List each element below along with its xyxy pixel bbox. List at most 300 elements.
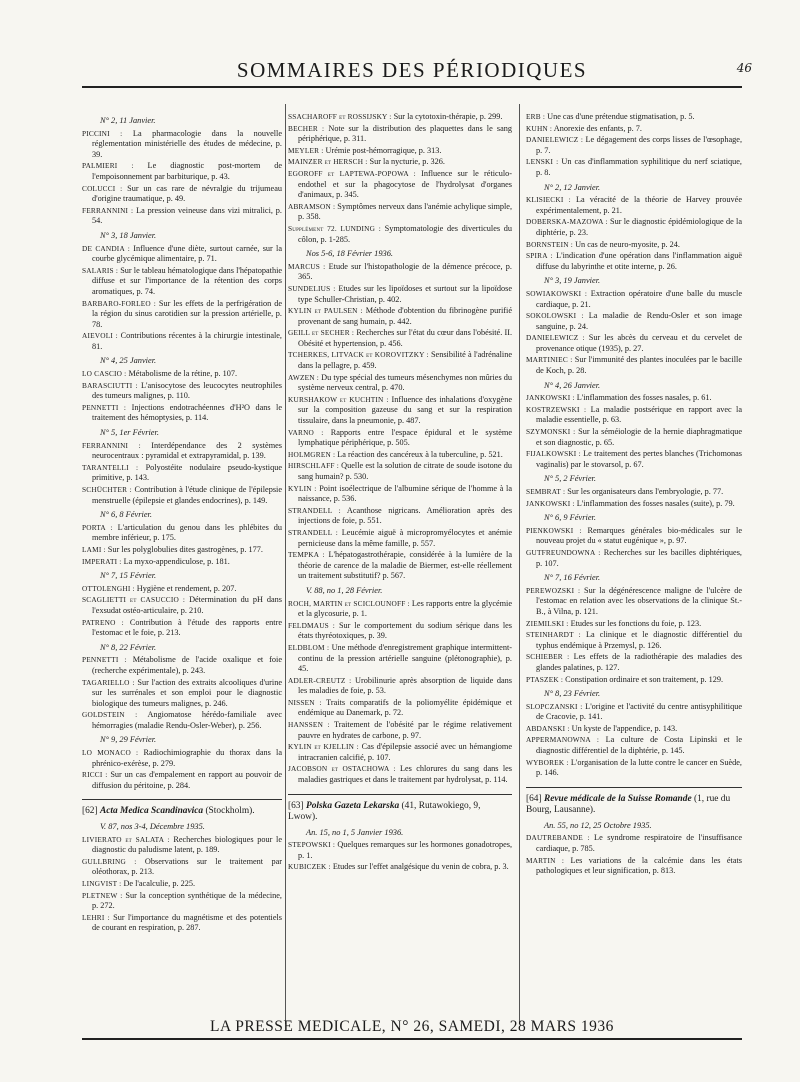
article-entry [526, 333, 742, 354]
article-title: Méthode d'obtention du fibrinogène purifié provenant de sang humain, p. 442. [298, 306, 513, 326]
article-entry [82, 381, 282, 402]
article-title: Polyostéite nodulaire pseudo-kystique primitive, p. 143. [92, 462, 283, 483]
article-title: Constipation ordinaire et son traitement, p. 129. [565, 674, 724, 684]
article-entry [526, 251, 742, 272]
article-entry [288, 742, 512, 763]
article-title: La clinique et le diagnostic différentiel du typhus endémique à Przemysl, p. 126. [536, 630, 743, 650]
article-entry [526, 630, 742, 651]
article-entry [82, 331, 282, 352]
article-title: Interdépendance des 2 systèmes neurocentraux : pyramidal et extrapyramidal, p. 139. [92, 440, 282, 461]
article-author: TCHERKES, LITVACK et KOROVITZKY : [288, 350, 429, 360]
article-author: PATRENO : [82, 617, 124, 627]
article-entry [526, 724, 742, 735]
article-entry [82, 299, 282, 331]
journal-name: Polska Gazeta Lekarska [305, 800, 400, 811]
article-author: KLISIECKI : [526, 195, 571, 205]
article-entry [288, 112, 512, 123]
article-title: Sur un cas rare de névralgie du trijumeau d'origine traumatique, p. 49. [92, 183, 282, 204]
article-title: La réaction des cancéreux à la tuberculine, p. 521. [337, 449, 503, 459]
article-entry [288, 224, 512, 245]
journal-section [288, 794, 512, 824]
article-entry [82, 618, 282, 639]
issue-heading: N° 5, 2 Février. [544, 474, 596, 484]
article-title: Etudes sur les lipoïdoses et surtout sur la lipoïdose type Schuller-Christian, p. 402. [298, 283, 513, 304]
issue-heading: Nos 5-6, 18 Février 1936. [306, 249, 393, 259]
article-title: Symptomatologie des diverticules du côlon, p. 1-285. [298, 223, 512, 244]
article-author: TEMPKA : [288, 550, 325, 560]
article-entry [288, 124, 512, 145]
article-title: Le dégagement des corps lisses de l'œsophage, p. 7. [536, 135, 743, 155]
journal-heading [526, 794, 742, 817]
article-author: SPIRA : [526, 251, 553, 261]
article-title: Influence des inhalations d'oxygène sur la composition gazeuse du sang et sur la respiration tissulaire, dans la pneumonie, p. 487. [298, 394, 512, 426]
article-author: SOWIAKOWSKI : [526, 288, 588, 298]
article-author: STRANDELL : [288, 505, 341, 515]
article-author: LAMI : [82, 544, 106, 554]
article-title: Sur le diagnostic épidémiologique de la diphtérie, p. 23. [536, 217, 743, 237]
article-entry [526, 735, 742, 756]
article-author: RICCI : [82, 770, 108, 780]
article-author: KOSTRZEWSKI : [526, 404, 587, 414]
article-entry [526, 499, 742, 510]
article-entry [288, 328, 512, 349]
article-entry [526, 240, 742, 251]
article-entry [82, 161, 282, 182]
article-entry [526, 112, 742, 123]
article-author: TARANTELLI : [82, 462, 139, 472]
article-title: Sur les polyglobulies dites gastrogènes, p. 177. [107, 544, 263, 554]
issue-heading: V. 88, no 1, 28 Février. [306, 585, 383, 595]
article-title: Sur l'importance du magnétisme et des potentiels de courant en respiration, p. 287. [92, 912, 283, 933]
article-entry [288, 643, 512, 675]
article-entry [82, 206, 282, 227]
article-title: Symptômes nerveux dans l'anémie achylique simple, p. 358. [298, 201, 513, 222]
article-title: La maladie postsérique en rapport avec la maladie essentielle, p. 63. [536, 404, 743, 425]
article-title: La culture de Costa Lipinski et le diagnostic différentiel de la diphtérie, p. 145. [536, 735, 742, 756]
article-title: Recherches biologiques pour le diagnostic du paludisme latent, p. 189. [92, 834, 282, 855]
article-author: MEYLER : [288, 145, 324, 155]
article-entry [288, 157, 512, 168]
article-author: DE CANDIA : [82, 243, 130, 253]
article-author: DAUTREBANDE : [526, 833, 590, 843]
article-title: Urobilinurie après absorption de liquide dans les maladies de foie, p. 53. [298, 675, 513, 696]
article-entry [526, 449, 742, 470]
article-entry [82, 463, 282, 484]
article-title: Rapports entre l'espace épidural et le système lymphatique périphérique, p. 505. [298, 427, 512, 448]
article-author: IMPERATI : [82, 556, 122, 566]
article-title: Les effets de la radiothérapie des maladies des glandes palatines, p. 127. [536, 652, 743, 672]
article-title: Du type spécial des tumeurs mésenchymes non mûries du système nerveux central, p. 470. [298, 372, 513, 393]
article-entry [82, 523, 282, 544]
issue-heading: N° 7, 16 Février. [544, 573, 601, 583]
page-footer: LA PRESSE MEDICALE, N° 26, SAMEDI, 28 MARS 1936 [210, 1018, 614, 1035]
journal-heading [82, 806, 282, 818]
article-author: ADLER-CREUTZ : [288, 675, 352, 685]
article-author: STRANDELL : [288, 527, 339, 537]
article-author: BORNSTEIN : [526, 239, 573, 249]
article-author: JANKOWSKI : [526, 393, 575, 403]
article-entry [288, 528, 512, 549]
article-entry [526, 355, 742, 376]
footer-rule [82, 1038, 742, 1040]
article-author: FERRANNINI : [82, 205, 134, 215]
article-entry [526, 586, 742, 618]
article-title: Injections endotrachéennes d'H²O dans le traitement des hémoptysies, p. 114. [92, 402, 282, 423]
article-title: Angiomatose hérédo-familiale avec hémorragies (maladie Rendu-Osler-Weber), p. 256. [92, 710, 282, 730]
article-entry [526, 217, 742, 238]
article-entry [288, 840, 512, 861]
issue-heading: N° 3, 19 Janvier. [544, 276, 601, 286]
article-author: SCHIEBER : [526, 652, 570, 662]
issue-heading: N° 8, 22 Février. [100, 642, 157, 652]
article-title: Recherches sur l'état du cœur dans l'obésité. II. Obésité et hypertension, p. 456. [298, 328, 513, 348]
column-divider [519, 104, 520, 1024]
article-title: Sur le comportement du sodium sérique dans les états thyréotoxiques, p. 39. [298, 620, 512, 641]
article-entry [82, 879, 282, 890]
page-title: SOMMAIRES DES PÉRIODIQUES [236, 58, 588, 82]
article-author: PICCINI : [82, 128, 123, 138]
journal-number: [64] [526, 793, 542, 804]
article-title: Sur les abcès du cerveau et du cervelet de provenance otique (1935), p. 27. [536, 333, 743, 353]
article-entry [288, 262, 512, 283]
article-entry [82, 678, 282, 710]
article-author: OTTOLENGHI : [82, 583, 135, 593]
article-author: COLUCCI : [82, 183, 123, 193]
article-author: APPERMANOWNA : [526, 735, 600, 745]
article-author: GULLBRING : [82, 856, 137, 866]
article-title: L'organisation de la lutte contre le cancer en Suède, p. 146. [536, 757, 742, 778]
journal-name: Acta Medica Scandinavica [99, 806, 204, 817]
article-title: Sur la cytotoxin-thérapie, p. 299. [393, 112, 503, 121]
article-author: SCAGLIETTI et CASUCCIO : [82, 595, 186, 605]
article-author: LIVIERATO et SALATA : [82, 834, 170, 844]
article-author: SUNDELIUS : [288, 283, 336, 293]
article-author: FIJALKOWSKI : [526, 449, 581, 459]
article-author: LINGVIST : [82, 878, 122, 888]
article-author: MARCUS : [288, 261, 326, 271]
article-entry [288, 720, 512, 741]
article-entry [288, 764, 512, 785]
article-author: SLOPCZANSKI : [526, 701, 583, 711]
article-author: ABDANSKI : [526, 723, 570, 733]
issue-heading: An. 15, no 1, 5 Janvier 1936. [306, 827, 404, 837]
article-title: Hygiène et rendement, p. 207. [136, 583, 237, 593]
article-author: AWZEN : [288, 372, 320, 382]
article-entry [288, 373, 512, 394]
column-left [82, 112, 282, 935]
article-author: GEILL et SECHER : [288, 328, 355, 338]
column-middle [288, 112, 512, 874]
article-title: Contribution à l'étude des rapports entre l'estomac et le foie, p. 213. [92, 617, 283, 638]
article-title: Sur la nycturie, p. 326. [369, 157, 445, 167]
article-title: Les variations de la calcémie dans les états pathologiques et leur signification, p. 813. [536, 855, 742, 876]
journal-section [526, 787, 742, 817]
article-entry [288, 169, 512, 201]
issue-heading: N° 4, 26 Janvier. [544, 380, 601, 390]
article-entry [526, 393, 742, 404]
article-title: L'anisocytose des leucocytes neutrophiles des tumeurs malignes, p. 110. [92, 380, 282, 401]
article-author: VARNO : [288, 427, 324, 437]
article-title: Sensibilité à l'adrénaline dans la pellagre, p. 459. [298, 350, 512, 371]
article-title: Métabolisme de la rétine, p. 107. [128, 369, 238, 379]
article-title: L'indication d'une opération dans l'inflammation aiguë diffuse du labyrinthe et otite interne, p. 26. [536, 251, 743, 271]
article-author: PENNETTI : [82, 402, 127, 412]
article-entry [526, 675, 742, 686]
article-author: FERRANNINI : [82, 440, 141, 450]
article-author: ERB : [526, 112, 546, 121]
article-title: L'inflammation des fosses nasales (suite), p. 79. [576, 498, 735, 508]
article-title: Radiochimiographie du thorax dans la phrénico-exérèse, p. 279. [92, 748, 282, 768]
journal-heading [288, 801, 512, 824]
article-author: PTASZEK : [526, 674, 564, 684]
article-author: ABRAMSON : [288, 201, 336, 211]
article-title: L'hépatogastrothérapie, considérée à la lumière de la théorie de carence de la maladie de Biermer, est-elle réellement un traitement substitutif? p. 567. [298, 550, 512, 581]
article-entry [288, 484, 512, 505]
article-entry [288, 284, 512, 305]
article-title: Etude sur l'histopathologie de la démence précoce, p. 365. [298, 261, 512, 282]
article-title: Quelques remarques sur les hormones gonadotropes, p. 1. [298, 840, 513, 860]
article-entry [288, 506, 512, 527]
article-entry [288, 306, 512, 327]
article-entry [526, 833, 742, 854]
article-entry [82, 584, 282, 595]
article-entry [82, 369, 282, 380]
column-right [526, 112, 742, 878]
article-entry [288, 461, 512, 482]
article-author: ELDBLOM : [288, 642, 330, 652]
issue-heading: N° 8, 23 Février. [544, 689, 601, 699]
article-author: SEMBRAT : [526, 487, 566, 496]
article-author: GOLDSTEIN : [82, 710, 138, 720]
article-author: ROCH, MARTIN et SCICLOUNOFF : [288, 598, 410, 608]
issue-heading: N° 6, 8 Février. [100, 510, 152, 520]
article-entry [288, 599, 512, 620]
article-title: Une méthode d'enregistrement graphique intermittent-continu de la pression artérielle sanguine (plétonographie), p. 45. [298, 642, 513, 674]
article-entry [526, 758, 742, 779]
article-entry [526, 856, 742, 877]
issue-heading: N° 3, 18 Janvier. [100, 230, 157, 240]
article-entry [526, 619, 742, 630]
article-author: EGOROFF et LAPTEWA-POPOWA : [288, 168, 416, 178]
article-entry [288, 698, 512, 719]
article-entry [288, 550, 512, 582]
article-title: Le diagnostic post-mortem de l'empoisonnement par barbiturique, p. 43. [92, 161, 283, 181]
article-author: DANIELEWICZ : [526, 333, 585, 343]
article-author: PEREWOZSKI : [526, 585, 581, 595]
article-title: Recherches sur les bacilles diphtériques, p. 107. [536, 547, 742, 568]
article-title: Extraction opératoire d'une balle du muscle cardiaque, p. 21. [536, 288, 742, 309]
article-entry [526, 427, 742, 448]
article-entry [82, 655, 282, 676]
article-title: Sur la séméiologie de la hernie diaphragmatique et son diagnostic, p. 65. [536, 427, 742, 447]
article-entry [82, 557, 282, 568]
article-entry [288, 428, 512, 449]
article-title: Traits comparatifs de la poliomyélite épidémique et endémique au Danemark, p. 72. [298, 697, 512, 718]
header-rule [82, 86, 742, 88]
article-title: Influence d'une diète, surtout carnée, sur la courbe glycémique alimentaire, p. 71. [92, 243, 282, 264]
article-entry [82, 770, 282, 791]
article-entry [82, 441, 282, 462]
journal-address: (Stockholm). [205, 806, 255, 817]
article-author: SSACHAROFF et ROSSIJSKY : [288, 112, 392, 121]
article-title: Urémie post-hémorragique, p. 313. [325, 145, 442, 155]
article-author: DOBERSKA-MAZOWA : [526, 217, 608, 227]
issue-heading: V. 87, nos 3-4, Décembre 1935. [100, 821, 205, 831]
article-author: BECHER : [288, 123, 325, 133]
article-author: PALMIERI : [82, 161, 134, 171]
article-entry [526, 311, 742, 332]
article-author: AIEVOLI : [82, 331, 118, 341]
article-title: La maladie de Rendu-Osler et son image sanguine, p. 24. [536, 311, 743, 331]
article-author: KYLIN et PAULSEN : [288, 306, 363, 316]
article-title: Traitement de l'obésité par le régime relativement pauvre en hydrates de carbone, p. 97. [298, 720, 512, 740]
article-title: Sur le tableau hématologique dans l'hépatopathie diffuse et sur l'importance de la rétention des corps aromatiques, p. 74. [92, 265, 283, 296]
article-title: Sur un cas d'empalement en rapport au pouvoir de diffusion du péritoine, p. 284. [92, 770, 282, 790]
article-entry [82, 857, 282, 878]
article-entry [526, 526, 742, 547]
article-author: KUHN : [526, 123, 553, 133]
article-title: Contribution à l'étude clinique de l'épilepsie menstruelle (épilepsie et glandes endocrines), p. 149. [92, 485, 283, 505]
article-title: Anorexie des enfants, p. 7. [553, 123, 642, 133]
article-title: Etudes sur les fonctions du foie, p. 123. [570, 618, 702, 628]
article-author: DANIELEWICZ : [526, 135, 584, 145]
article-entry [82, 913, 282, 934]
article-title: Une cas d'une prétendue stigmatisation, p. 5. [547, 112, 695, 121]
article-entry [288, 146, 512, 157]
article-entry [82, 595, 282, 616]
article-entry [526, 548, 742, 569]
article-entry [288, 450, 512, 461]
article-title: Cas d'épilepsie associé avec un hémangiome intracranien calcifié, p. 107. [298, 742, 513, 762]
article-title: Sur l'action des extraits alcooliques d'urine sur les surrénales et son emploi pour le diagnostic biologique des tumeurs malignes, p. 246. [92, 677, 283, 708]
journal-address: (1, rue du Bourg, Lausanne). [526, 793, 731, 816]
article-entry [82, 545, 282, 556]
article-title: De l'acalculie, p. 225. [123, 878, 196, 888]
article-author: PIENKOWSKI : [526, 525, 582, 535]
journal-name: Revue médicale de la Suisse Romande [543, 793, 692, 804]
article-title: Métabolisme de l'acide oxalique et foie (recherche expérimentale), p. 243. [92, 655, 282, 675]
article-entry [82, 244, 282, 265]
article-entry [82, 266, 282, 298]
article-entry [526, 135, 742, 156]
article-entry [526, 702, 742, 723]
article-entry [82, 129, 282, 161]
article-entry [526, 405, 742, 426]
article-author: STEPOWSKI : [288, 840, 336, 850]
article-entry [526, 124, 742, 135]
article-entry [82, 748, 282, 769]
article-entry [82, 184, 282, 205]
article-entry [82, 835, 282, 856]
article-title: Sur la dégénérescence maligne de l'ulcère de l'estomac en relation avec les observations de la clinique St.-B., à Vilna, p. 121. [536, 585, 743, 616]
article-author: SOKOLOWSKI : [526, 311, 584, 321]
article-author: SZYMONSKI : [526, 427, 576, 437]
article-author: WYBOREK : [526, 757, 569, 767]
issue-heading: An. 55, no 12, 25 Octobre 1935. [544, 820, 652, 830]
article-title: Les chlorures du sang dans les maladies gastriques et dans le traitement par hydrolysat, p. 114. [298, 764, 512, 785]
article-entry [526, 157, 742, 178]
article-author: MARTINIEC : [526, 355, 573, 365]
article-author: HIRSCHLAFF : [288, 461, 339, 471]
article-author: HOLMGREN : [288, 449, 336, 459]
article-title: La myxo-appendiculose, p. 181. [123, 556, 230, 566]
issue-heading: N° 6, 9 Février. [544, 513, 596, 523]
article-title: Etudes sur l'effet analgésique du venin de cobra, p. 3. [332, 862, 509, 872]
article-author: PENNETTI : [82, 655, 127, 665]
article-title: Quelle est la solution de citrate de soude isotone du sang humain? p. 530. [298, 461, 513, 481]
article-title: Remarques générales bio-médicales sur le nouveau projet du « statut eugénique », p. 97. [536, 525, 743, 546]
article-entry [82, 485, 282, 506]
article-title: Note sur la distribution des plaquettes dans le sang périphérique, p. 311. [298, 123, 512, 144]
article-author: LEHRI : [82, 912, 110, 922]
article-author: KYLIN et KJELLIN : [288, 742, 359, 752]
article-title: Les rapports entre la glycémie et la glycosurie, p. 1. [298, 598, 513, 619]
article-title: Contributions récentes à la chirurgie intestinale, 81. [92, 331, 282, 351]
article-author: MARTIN : [526, 855, 565, 865]
article-author: KUBICZEK : [288, 862, 331, 872]
article-title: La pression veineuse dans vizi mitralici, p. 54. [92, 205, 282, 226]
article-title: Sur les effets de la perfrigération de la région du sinus carotidien sur la pression artérielle, p. 78. [92, 298, 282, 329]
article-author: KURSHAKOW et KUCHTIN : [288, 394, 389, 404]
journal-address: (41, Rutawokiego, 9, Lwow). [288, 800, 481, 823]
article-author: SCHÜCHTER : [82, 485, 132, 494]
article-author: ZIEMILSKI : [526, 618, 569, 628]
article-author: LENSKI : [526, 157, 559, 167]
article-author: PLETNEW : [82, 890, 123, 900]
article-title: Influence sur le réticulo-endothel et sur la phagocytose de l'hydrolysat d'organes d'animaux, p. 345. [298, 168, 512, 200]
article-author: JANKOWSKI : [526, 498, 575, 508]
article-title: Un cas de neuro-myosite, p. 24. [575, 239, 680, 249]
article-author: BARASCIUTTI : [82, 380, 138, 390]
article-entry [82, 710, 282, 731]
article-title: L'origine et l'activité du centre antisyphilitique de Cracovie, p. 141. [536, 701, 743, 722]
article-title: Sur la conception synthétique de la médecine, p. 272. [92, 890, 282, 911]
issue-heading: N° 9, 29 Février. [100, 735, 157, 745]
issue-heading: N° 4, 25 Janvier. [100, 356, 157, 366]
article-entry [288, 202, 512, 223]
article-author: JACOBSON et OSTACHOWA : [288, 764, 396, 774]
article-title: La pharmacologie dans la nouvelle réglementation ministérielle des études de médecine, p. 39. [92, 128, 282, 159]
journal-number: [63] [288, 800, 304, 811]
article-author: GUTFREUNDOWNA : [526, 547, 601, 557]
article-author: PORTA : [82, 522, 113, 532]
article-author: LO MONACO : [82, 748, 139, 758]
page-number: 46 [736, 61, 752, 75]
article-entry [526, 652, 742, 673]
article-title: Le traitement des pertes blanches (Trichomonas vaginalis) par le stovarsol, p. 67. [536, 449, 742, 469]
article-title: L'articulation du genou dans les phlébites du membre inférieur, p. 175. [92, 522, 283, 543]
article-title: L'inflammation des fosses nasales, p. 61. [576, 393, 712, 403]
article-title: Observations sur le traitement par oléothorax, p. 213. [92, 856, 282, 877]
journal-number: [62] [82, 806, 98, 817]
article-title: Le syndrome respiratoire de l'insuffisance cardiaque, p. 785. [536, 833, 742, 854]
column-divider [285, 104, 286, 1024]
article-entry [288, 350, 512, 371]
article-entry [288, 862, 512, 873]
article-entry [82, 403, 282, 424]
article-entry [82, 891, 282, 912]
article-author: HANSSEN : [288, 720, 330, 730]
article-author: BARBARO-FORLEO : [82, 298, 156, 308]
article-author: MAINZER et HERSCH : [288, 157, 368, 167]
article-author: LO CASCIO : [82, 369, 127, 379]
article-entry [288, 395, 512, 427]
article-entry [526, 195, 742, 216]
article-title: Détermination du pH dans l'exsudat ostéo-articulaire, p. 210. [92, 595, 283, 615]
issue-heading: N° 7, 15 Février. [100, 571, 157, 581]
article-author: NISSEN : [288, 697, 322, 707]
article-author: SALARIS : [82, 265, 119, 275]
